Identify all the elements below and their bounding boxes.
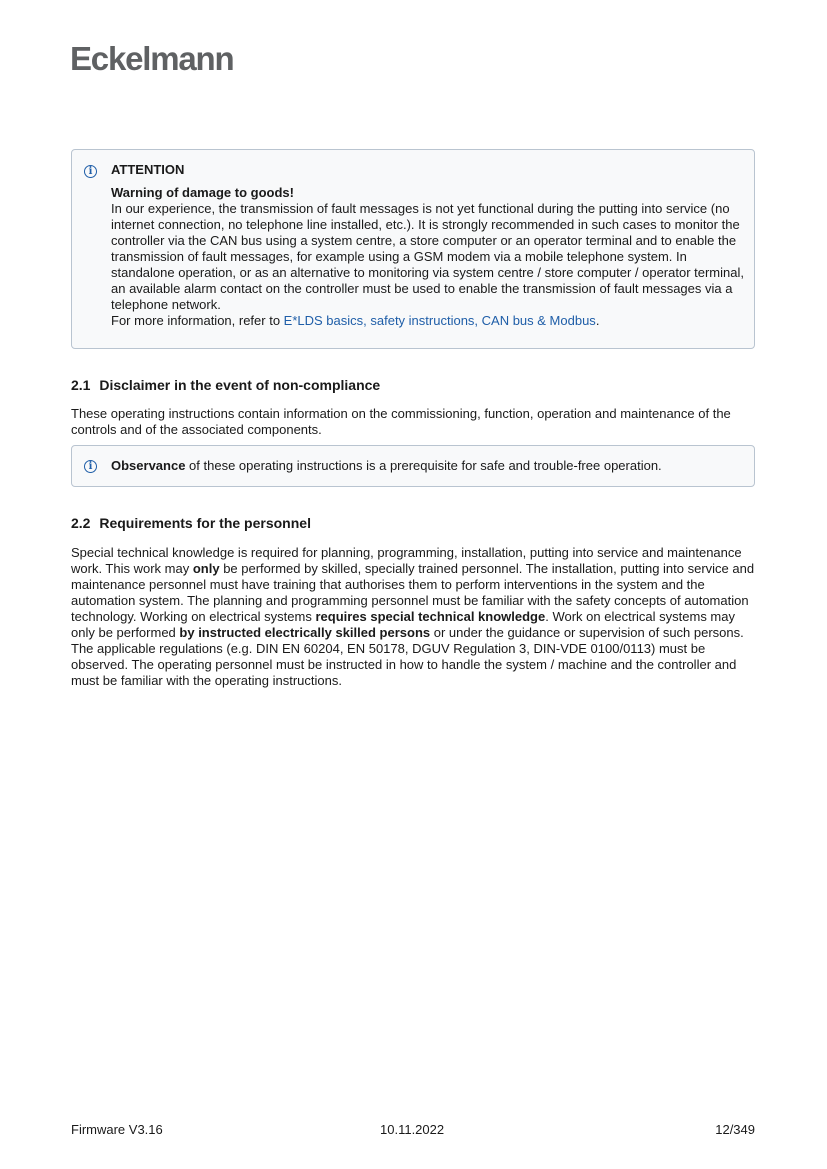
text-run: Special technical knowledge is required for planning, programming, installation, putting into service and maintenance work. This work may [71, 545, 742, 576]
info-icon: i [84, 165, 97, 178]
observance-bold: Observance [111, 458, 186, 473]
more-info-prefix: For more information, refer to [111, 313, 284, 328]
footer-firmware: Firmware V3.16 [71, 1122, 163, 1137]
more-info-line [111, 313, 744, 329]
attention-note [71, 149, 755, 349]
section-2-1-paragraph: These operating instructions contain information on the commissioning, function, operation and maintenance of the controls and of the associated components. [71, 406, 731, 437]
bold-run: by instructed electrically skilled persons [179, 625, 431, 640]
section-heading-2-1 [71, 377, 380, 393]
section-2-2-paragraph [71, 545, 761, 689]
text-run: . Work on electrical systems may only be performed [71, 609, 735, 640]
attention-title: ATTENTION [111, 162, 185, 177]
text-run: be performed by skilled, specially trained personnel. The installation, putting into service and maintenance personnel must have training that authorises them to perform interventions in the system and the automation system. The planning and programming personnel must be familiar with the safety concepts of automation technology. Working on electrical systems [71, 561, 755, 624]
info-icon: i [84, 460, 97, 473]
footer-date: 10.11.2022 [380, 1122, 445, 1137]
section-title: Requirements for the personnel [99, 515, 311, 531]
bold-run: requires special technical knowledge [315, 609, 546, 624]
more-info-suffix: . [595, 313, 600, 328]
section-heading-2-2 [71, 515, 311, 531]
section-number: 2.2 [71, 515, 91, 531]
eckelmann-logo: Eckelmann [70, 40, 234, 77]
footer-page-number: 12/349 [715, 1122, 755, 1137]
attention-subtitle: Warning of damage to goods! [111, 185, 294, 200]
bold-run: only [192, 561, 220, 576]
text-run: or under the guidance or supervision of such persons. The applicable regulations (e.g. DIN EN 60204, EN 50178, DGUV Regulation 3, DIN-VDE 0100/0113) must be observed. The operating personnel must be instructed in how to handle the system / machine and the controller and must be familiar with the operating instructions. [71, 625, 744, 688]
elds-basics-link[interactable]: E*LDS basics, safety instructions, CAN bus & Modbus [283, 313, 596, 328]
section-number: 2.1 [71, 377, 91, 393]
observance-note-body [111, 458, 744, 474]
attention-text: In our experience, the transmission of fault messages is not yet functional during the putting into service (no internet connection, no telephone line installed, etc.). It is strongly recommended in such cases to monitor the controller via the CAN bus using a system centre, a store computer or an operator terminal and to enable the transmission of fault messages, for example using a GSM modem via a mobile telephone system. In standalone operation, or as an alternative to monitoring via system centre / store computer / operator terminal, an available alarm contact on the controller must be used to enable the transmission of fault messages via a telephone network. [111, 201, 744, 312]
observance-text: of these operating instructions is a prerequisite for safe and trouble-free operation. [185, 458, 662, 473]
observance-note [71, 445, 755, 487]
section-title: Disclaimer in the event of non-compliance [99, 377, 381, 393]
attention-note-body [111, 162, 744, 329]
